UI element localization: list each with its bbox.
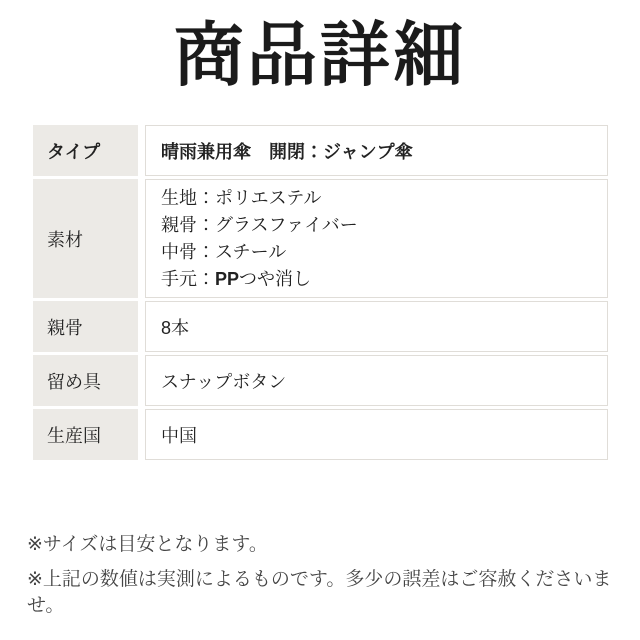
table-row-fastener [33, 355, 608, 406]
row-label-country: 生産国 [33, 409, 138, 460]
table-row-country [33, 409, 608, 460]
row-value-rib-count: 8本 [145, 301, 608, 352]
material-handle-prefix: 手元： [161, 268, 215, 289]
footnote-size: ※サイズは目安となります。 [27, 534, 268, 555]
row-label-fastener: 留め具 [33, 355, 138, 406]
row-label-rib-count: 親骨 [33, 301, 138, 352]
footnote-measurement: ※上記の数値は実測によるものです。多少の誤差はご容赦くださいませ。 [27, 569, 612, 616]
row-value-country: 中国 [145, 409, 608, 460]
table-row-material [33, 179, 608, 298]
material-handle-pp: PP [215, 268, 240, 289]
row-value-type: 晴雨兼用傘 開閉：ジャンプ傘 [145, 125, 608, 176]
footnotes [27, 532, 640, 619]
row-value-material [145, 179, 608, 298]
page-title: 商品詳細 [174, 16, 466, 94]
row-value-fastener: スナップボタン [145, 355, 608, 406]
row-label-type: タイプ [33, 125, 138, 176]
spec-table [33, 125, 608, 460]
product-detail-page [0, 16, 640, 640]
material-line-ribs: 親骨：グラスファイバー [161, 214, 358, 235]
material-handle-suffix: つや消し [239, 268, 312, 289]
table-row-rib-count [33, 301, 608, 352]
material-line-shaft: 中骨：スチール [161, 241, 287, 262]
material-line-handle [161, 266, 607, 293]
row-label-material: 素材 [33, 179, 138, 298]
material-line-fabric: 生地：ポリエステル [161, 187, 322, 208]
table-row-type [33, 125, 608, 176]
